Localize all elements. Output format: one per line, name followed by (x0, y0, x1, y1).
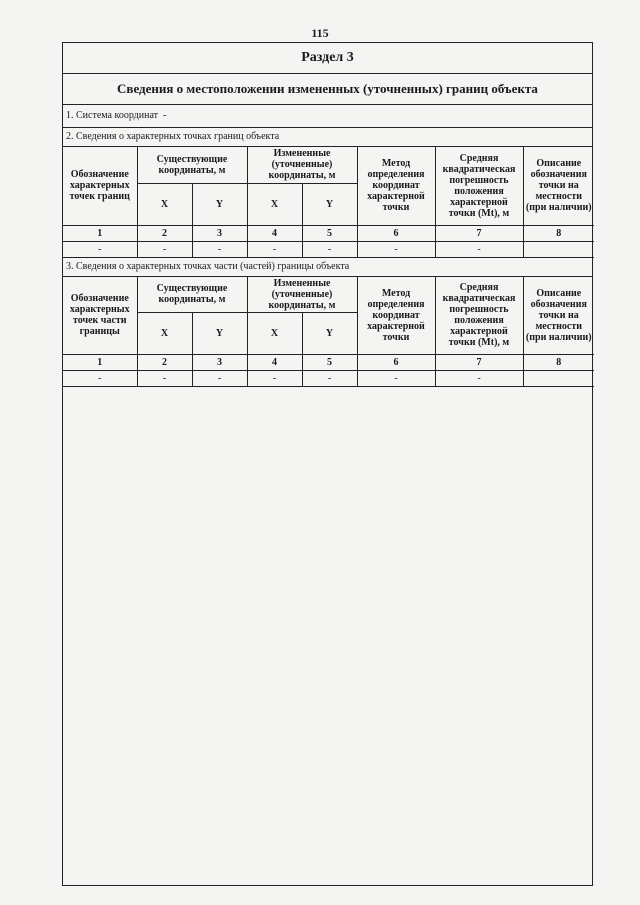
column-number: 3 (192, 225, 247, 241)
table-cell: - (302, 241, 357, 257)
table-cell (523, 371, 594, 387)
column-number: 1 (63, 225, 137, 241)
column-number: 7 (435, 355, 523, 371)
column-number: 8 (523, 355, 594, 371)
table-cell (523, 241, 594, 257)
table-cell: - (247, 371, 302, 387)
col-changed-y: Y (302, 313, 357, 355)
table1-caption: 2. Сведения о характерных точках границ объекта (63, 128, 592, 147)
column-number: 6 (357, 355, 435, 371)
table-cell: - (192, 241, 247, 257)
column-number: 4 (247, 355, 302, 371)
table-row (63, 371, 594, 387)
column-number: 6 (357, 225, 435, 241)
col-point-designation: Обозначение характерных точек границ (63, 147, 137, 225)
col-error: Средняя квадратическая погрешность положения характерной точки (Mt), м (435, 147, 523, 225)
col-changed-coords: Измененные (уточненные) координаты, м (247, 277, 357, 313)
table-cell: - (137, 371, 192, 387)
col-existing-x: X (137, 313, 192, 355)
table-row (63, 241, 594, 257)
col-point-designation: Обозначение характерных точек части границы (63, 277, 137, 355)
table-cell: - (435, 241, 523, 257)
col-existing-y: Y (192, 183, 247, 225)
column-number: 1 (63, 355, 137, 371)
coordinate-system-label: 1. Система координат (66, 110, 159, 121)
col-method: Метод определения координат характерной точки (357, 147, 435, 225)
coordinate-system-row (63, 105, 592, 128)
column-number: 4 (247, 225, 302, 241)
coordinate-system-value: - (163, 110, 167, 121)
col-changed-coords: Измененные (уточненные) координаты, м (247, 147, 357, 183)
col-existing-x: X (137, 183, 192, 225)
col-changed-x: X (247, 313, 302, 355)
col-method: Метод определения координат характерной точки (357, 277, 435, 355)
table-cell: - (192, 371, 247, 387)
col-changed-y: Y (302, 183, 357, 225)
column-number: 3 (192, 355, 247, 371)
column-number: 5 (302, 225, 357, 241)
col-existing-coords: Существующие координаты, м (137, 277, 247, 313)
table2-caption: 3. Сведения о характерных точках части (частей) границы объекта (63, 258, 592, 277)
column-number-row (63, 355, 594, 371)
col-description: Описание обозначения точки на местности (при наличии) (523, 147, 594, 225)
column-number: 2 (137, 225, 192, 241)
column-number: 2 (137, 355, 192, 371)
document-frame (62, 42, 593, 886)
col-existing-coords: Существующие координаты, м (137, 147, 247, 183)
table-cell: - (247, 241, 302, 257)
section-title: Сведения о местоположении измененных (уточненных) границ объекта (63, 74, 592, 105)
boundary-points-table (63, 147, 594, 258)
section-heading: Раздел 3 (63, 43, 592, 74)
page-number: 115 (311, 26, 329, 40)
column-number-row (63, 225, 594, 241)
column-number: 8 (523, 225, 594, 241)
table-cell: - (63, 371, 137, 387)
table-cell: - (357, 241, 435, 257)
table-cell: - (435, 371, 523, 387)
col-changed-x: X (247, 183, 302, 225)
col-description: Описание обозначения точки на местности (при наличии) (523, 277, 594, 355)
table-cell: - (357, 371, 435, 387)
table-cell: - (302, 371, 357, 387)
col-existing-y: Y (192, 313, 247, 355)
part-boundary-points-table (63, 277, 594, 388)
table-cell: - (63, 241, 137, 257)
table-cell: - (137, 241, 192, 257)
column-number: 5 (302, 355, 357, 371)
col-error: Средняя квадратическая погрешность положения характерной точки (Mt), м (435, 277, 523, 355)
column-number: 7 (435, 225, 523, 241)
